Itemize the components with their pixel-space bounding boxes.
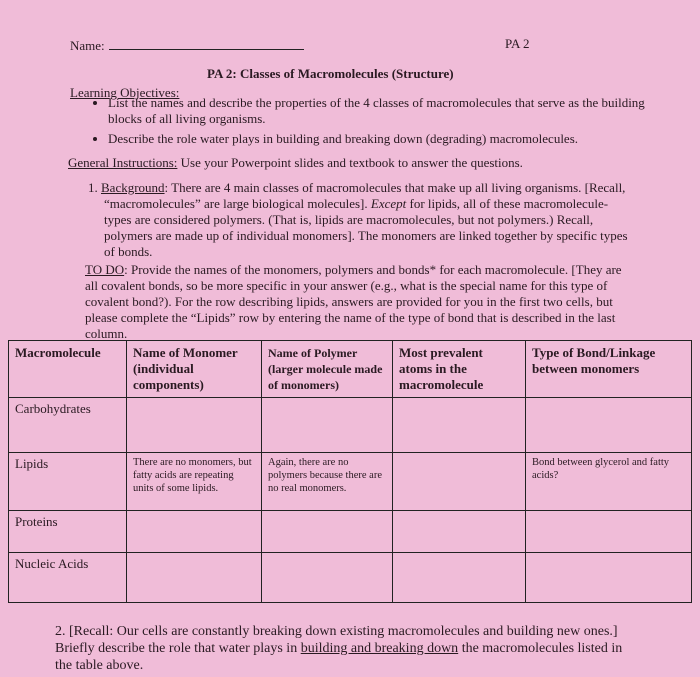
answer-cell[interactable]	[393, 453, 526, 511]
row-label: Carbohydrates	[9, 398, 127, 453]
answer-cell[interactable]	[127, 511, 262, 553]
page-title: PA 2: Classes of Macromolecules (Structure)	[207, 66, 454, 81]
name-label: Name:	[70, 38, 105, 53]
table-row	[9, 553, 692, 603]
answer-cell[interactable]	[526, 398, 692, 453]
answer-cell[interactable]	[262, 398, 393, 453]
row-label: Lipids	[9, 453, 127, 511]
objectives-list	[70, 95, 648, 147]
answer-cell[interactable]	[526, 511, 692, 553]
answer-cell[interactable]	[262, 553, 393, 603]
q2-prompt: 2. [Recall: Our cells are constantly breaking down existing macromolecules and building new ones.] Briefly describe the role that water plays in building and breaking down the macromolecules listed in the table above.	[55, 624, 623, 673]
row-label: Nucleic Acids	[9, 553, 127, 603]
macromolecule-table	[8, 340, 692, 603]
cell: Again, there are no polymers because there are no real monomers.	[262, 453, 393, 511]
q1-todo: TO DO: Provide the names of the monomers, polymers and bonds* for each macromolecule. [They are all covalent bonds, so be more specific in your answer (e.g., what is the special name for this type of covalent bond?). For the row describing lipids, answers are provided for you in the first two cells, but please complete the “Lipids” row by entering the name of the type of bond that is described in the last column.	[85, 262, 622, 341]
col-header: Name of Polymer (larger molecule made of monomers)	[262, 341, 393, 398]
col-header: Macromolecule	[9, 341, 127, 398]
col-header: Type of Bond/Linkage between monomers	[526, 341, 692, 398]
cell[interactable]: Bond between glycerol and fatty acids?	[526, 453, 692, 511]
table-row	[9, 398, 692, 453]
objective-item: • Describe the role water plays in building and breaking down (degrading) macromolecules.	[108, 131, 648, 147]
table-header-row	[9, 341, 692, 398]
name-field[interactable]	[70, 38, 304, 54]
answer-cell[interactable]	[393, 553, 526, 603]
col-header: Most prevalent atoms in the macromolecule	[393, 341, 526, 398]
objectives-heading: Learning Objectives:	[70, 85, 180, 100]
answer-cell[interactable]	[262, 511, 393, 553]
general-instructions: General Instructions: Use your Powerpoint slides and textbook to answer the questions.	[68, 155, 523, 170]
table-row	[9, 453, 692, 511]
table-row	[9, 511, 692, 553]
answer-cell[interactable]	[127, 553, 262, 603]
cell: There are no monomers, but fatty acids are repeating units of some lipids.	[127, 453, 262, 511]
page-code: PA 2	[505, 36, 530, 51]
q1-background: 1. Background: There are 4 main classes of macromolecules that make up all living organisms. [Recall, “macromolecules” are large biological molecules]. Except for lipids, all of these macromolecule-types are considered polymers. (That is, lipids are macromolecules, but not polymers.) Recall, polymers are made up of individual monomers]. The monomers are linked together by specific types of bonds.	[88, 180, 628, 259]
objective-item: • List the names and describe the properties of the 4 classes of macromolecules that serve as the building blocks of all living organisms.	[108, 95, 648, 127]
answer-cell[interactable]	[393, 398, 526, 453]
answer-cell[interactable]	[526, 553, 692, 603]
row-label: Proteins	[9, 511, 127, 553]
answer-cell[interactable]	[127, 398, 262, 453]
col-header: Name of Monomer (individual components)	[127, 341, 262, 398]
answer-cell[interactable]	[393, 511, 526, 553]
